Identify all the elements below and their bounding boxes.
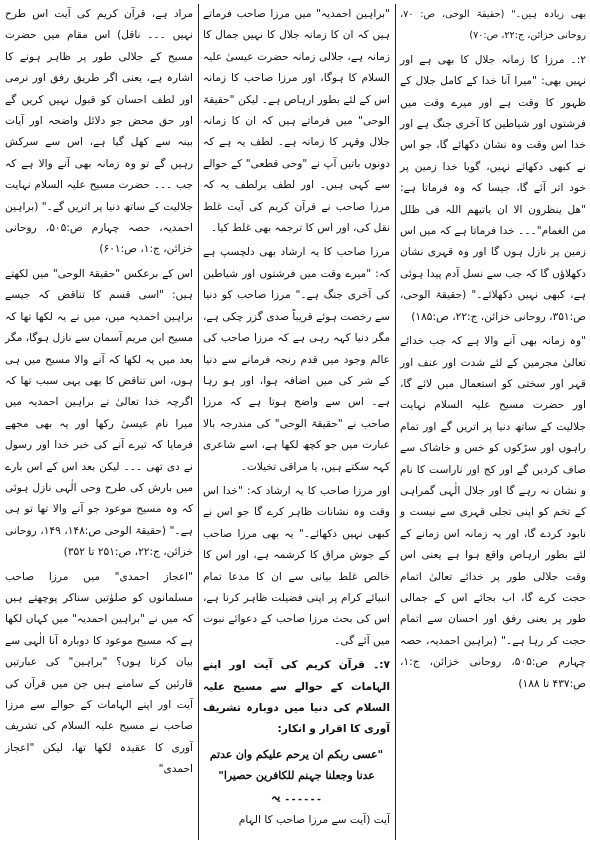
paragraph: مرزا صاحب کا یہ ارشاد بھی دلچسپ ہے کہ: "میرے وقت میں فرشتوں اور شیاطین کی آخری جنگ ہے۔" مرزا صاحب کو دنیا سے رخصت ہوئے قریباً صدی گزر چکی ہے، مگر دنیا کہہ رہی ہے کہ مرزا صاحب کی عالم وجود میں قدم رنجہ فرمانے سے دنیا کے شر کی میں اضافہ ہوا، اور ہو رہا ہے۔ اس سے واضح ہوتا ہے کہ مرزا صاحب نے "حقیقۃ الوحی" کی مندرجہ بالا عبارت میں جو کچھ لکھا ہے، اسے شاعری کہہ سکتے ہیں، یا مراقی تخیلات۔ bbox=[203, 246, 390, 473]
column-right bbox=[400, 4, 586, 698]
paragraph: مراد ہے، قرآن کریم کی آیت اس طرح نہیں ۔۔۔ ناقل) اس مقام میں حضرت مسیح کے جلالی طور پر ظاہر ہونے کا اشارہ ہے، یعنی اگر طریق رفق اور نرمی اور لطف احسان کو قبول نہیں کریں گے اور حق محض جو دلائل واضحہ اور آیات بینہ سے کھل گیا ہے، اس سے سرکش رہیں گے تو وہ زمانہ بھی آنے والا ہے کہ جب ۔۔۔ حضرت مسیح علیہ السلام نہایت جلالیت کے ساتھ دنیا پر اتریں گے۔" (براہین احمدیہ، حصہ چہارم ص:۵۰۵، روحانی خزائن، ج:۱، ص:۶۰۱) bbox=[5, 8, 193, 256]
paragraph: آیت (آیت سے مرزا صاحب کا الہام bbox=[238, 813, 390, 826]
paragraph: بھی زیادہ ہیں۔" (حقیقۃ الوحی، ص: ۷۰، روحانی خزائن، ج:۲۲، ص:۷۰) bbox=[400, 9, 586, 42]
column-divider bbox=[198, 4, 199, 840]
paragraph: "وہ زمانہ بھی آنے والا ہے کہ جب خدائے تعالیٰ مجرمین کے لئے شدت اور عنف اور قہر اور سختی کو استعمال میں لائے گا، اور حضرت مسیح علیہ السلام نہایت جلالیت کے ساتھ دنیا پر اتریں گے اور تمام راہوں اور سڑکوں کو خس و خاشاک سے صاف کردیں گے اور کج اور ناراست کا نام و نشان نہ رہے گا اور جلال الٰہی گمراہی کے تخم کو اپنی تجلی قہری سے نیست و نابود کردے گا، اور یہ زمانہ اس زمانے کے لئے بطور ارہاص واقع ہوا ہے یعنی اس وقت جلالی طور پر خدائے تعالیٰ اتمام حجت کرے گا، اب بجائے اس کے جمالی طور پر یعنی رفق اور احسان سے اتمام حجت کر رہا ہے۔" (براہین احمدیہ، حصہ چہارم ص:۵۰۵، روحانی خزائن، ج:۱، ص:۴۳۷ تا ۱۸۸) bbox=[400, 335, 586, 690]
paragraph: اس کے برعکس "حقیقۃ الوحی" میں لکھتے ہیں: "اسی قسم کا تناقض کہ جیسے براہین احمدیہ میں، میں نے یہ لکھا تھا کہ مسیح ابن مریم آسمان سے نازل ہوگا، مگر بعد میں یہ لکھا کہ آنے والا مسیح میں ہی ہوں، اس تناقض کا بھی یہی سبب تھا کہ اگرچہ خدا تعالیٰ نے براہین احمدیہ میں میرا نام عیسیٰ رکھا اور یہ بھی مجھے فرمایا کہ تیرے آنے کی خبر خدا اور رسول نے دی تھی ۔۔۔ لیکن بعد اس کے اس بارے میں بارش کی طرح وحی الٰہی نازل ہوئی کہ وہ مسیح موعود جو آنے والا تھا تو ہی ہے۔" (حقیقۃ الوحی ص:۱۴۸، ۱۴۹، روحانی خزائن، ج:۲۲، ص:۲۵۱ تا ۳۵۲) bbox=[5, 267, 193, 559]
column-middle bbox=[203, 4, 390, 834]
paragraph: "براہین احمدیہ" میں مرزا صاحب فرماتے ہیں کہ ان کا زمانہ جلال کا نہیں جمال کا زمانہ ہے، جلالی زمانہ حضرت عیسیٰ علیہ السلام کا ہوگا، اور مرزا صاحب کا زمانہ اس کے لئے بطور ارہاص ہے۔ لیکن "حقیقۃ الوحی" میں فرماتے ہیں کہ ان کا زمانہ جلال وقہر کا زمانہ ہے۔ لطف یہ ہے کہ دونوں باتیں آپ نے "وحی قطعی" کے حوالے سے کہی ہیں۔ اور لطف برلطف یہ کہ مرزا صاحب نے قرآن کریم کی آیت غلط نقل کی، اور اس کا ترجمہ بھی غلط کیا۔ bbox=[203, 8, 390, 235]
paragraph: ۲:۔ مرزا کا زمانہ جلال کا بھی ہے اور نہیں بھی: "میرا آنا خدا کے کامل جلال کے ظہور کا وقت ہے اور میرے وقت میں فرشتوں اور شیاطین کا آخری جنگ ہے اور خدا اس وقت وہ نشان دکھائے گا، جو اس نے کبھی دکھائے نہیں، گویا خدا زمین پر خود اتر آئے گا، جیسا کہ وہ فرماتا ہے: "ھل ینظرون الا ان یاتیھم اللہ فی ظلل من الغمام"۔۔۔ خدا فرماتا ہے کہ میں اس زمین پر نازل ہوں گا اور وہ قہری نشان دکھلاؤں گا کہ جب سے نسل آدم پیدا ہوئی ہے، کبھی نہیں دکھلائے۔" (حقیقۃ الوحی، ص:۳۵۱، روحانی خزائن، ج:۲۲، ص:۱۸۵) bbox=[400, 53, 586, 323]
paragraph: "اعجاز احمدی" میں مرزا صاحب مسلمانوں کو صلوٰتیں سناکر پوچھتے ہیں کہ میں نے "براہین احمدیہ" میں کہاں لکھا ہے کہ مسیح موعود کا دوبارہ آنا الٰہی سے بیان کرتا ہوں؟ "براہین" کی عبارتیں قارئین کے سامنے ہیں جن میں قرآن کی آیت اور اپنے الہامات کے حوالے سے مرزا صاحب نے مسیح علیہ السلام کی تشریف آوری کا عقیدہ لکھا تھا، لیکن "اعجاز احمدی" bbox=[5, 570, 193, 776]
paragraph: اور مرزا صاحب کا یہ ارشاد کہ: "خدا اس وقت وہ نشانات ظاہر کرے گا جو اس نے کبھی نہیں دکھائے۔" یہ بھی مرزا صاحب کے جوش مراق کا کرشمہ ہے، اور اس کا خالص غلط بیانی سے ان کا مدعا تمام انبیائے کرام پر اپنی فضیلت ظاہر کرنا ہے، اس کی بحث مرزا صاحب کے دعوائے نبوت میں آئے گی۔ bbox=[203, 484, 390, 647]
section-heading: ۷:۔ قرآن کریم کی آیت اور اپنے الہامات کے حوالے سے مسیح علیہ السلام کی دنیا میں دوبارہ تشریف آوری کا اقرار و انکار: bbox=[203, 659, 390, 736]
column-divider bbox=[395, 4, 396, 840]
arabic-verse: "عسی ربکم ان یرحم علیکم وان عدتم عدنا وجعلنا جہنم للکافرین حصیرا" ۔۔۔۔۔۔ یہ bbox=[209, 747, 384, 803]
column-left bbox=[5, 4, 193, 784]
